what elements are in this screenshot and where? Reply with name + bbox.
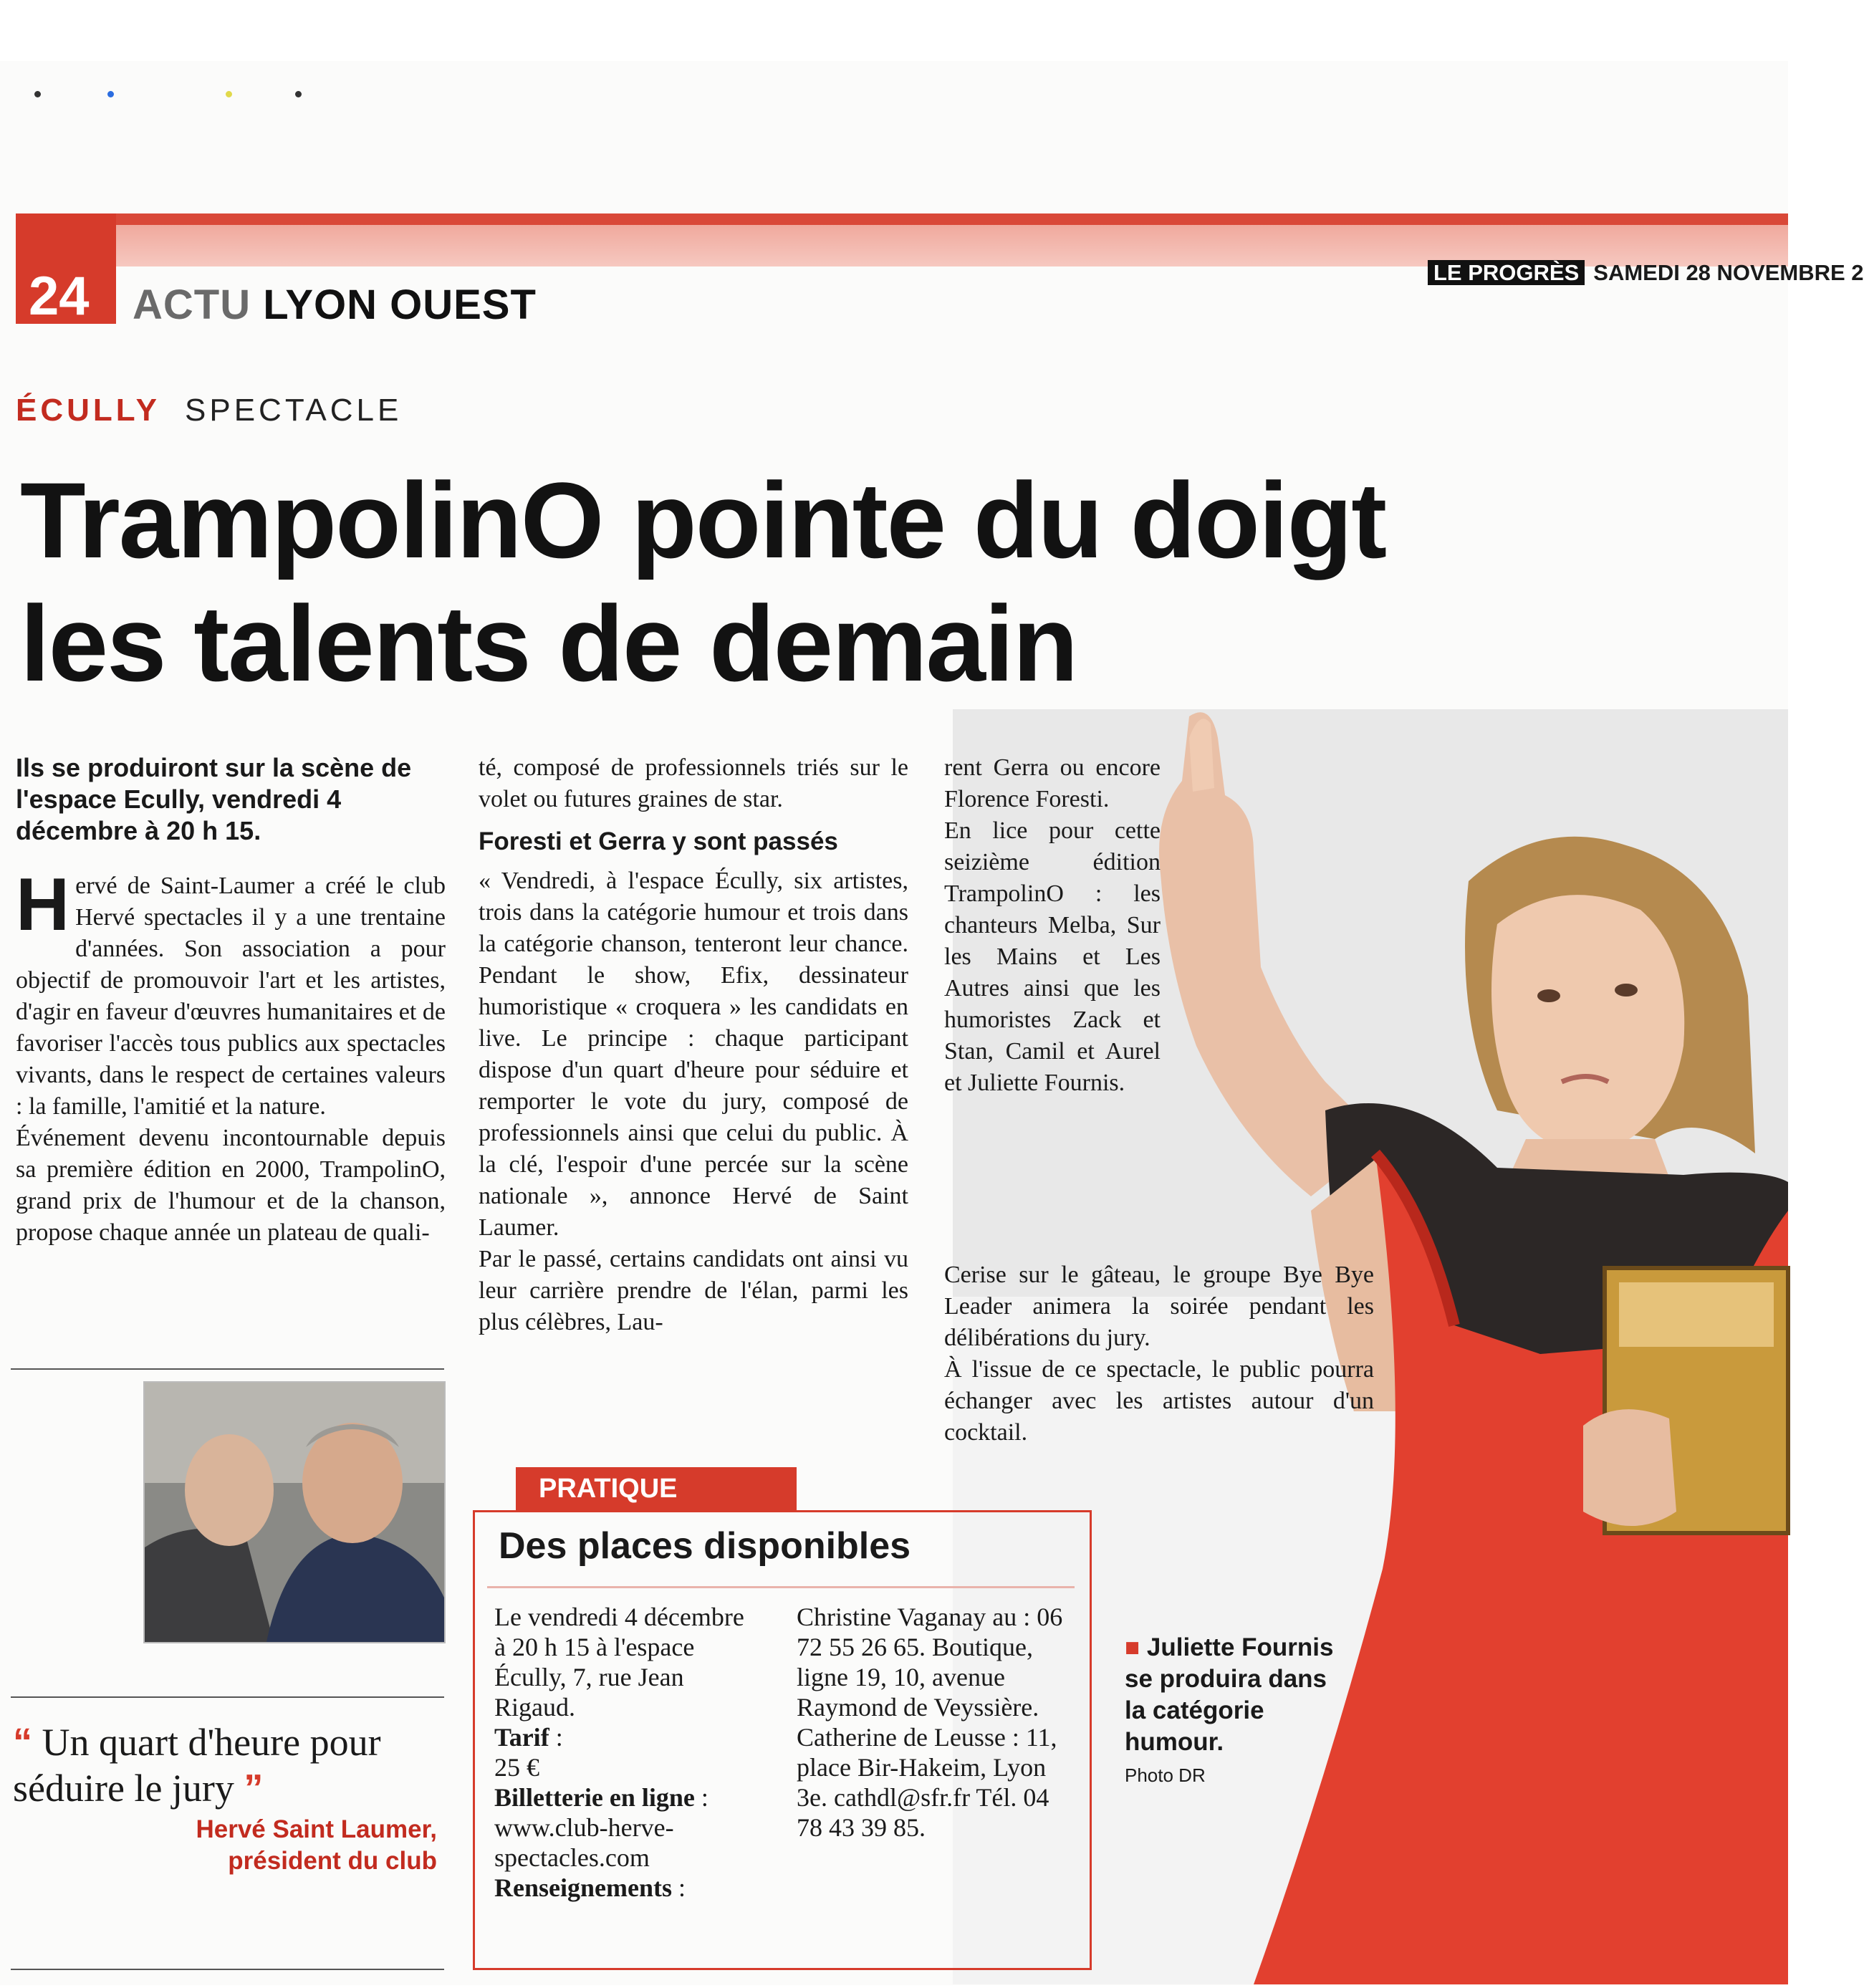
renseignements-label: Renseignements	[494, 1873, 672, 1902]
portrait-photo	[143, 1381, 446, 1643]
section-prefix: ACTU	[133, 282, 251, 328]
article-column-3	[944, 752, 1161, 1099]
print-mark	[107, 91, 114, 97]
billetterie-link: www.club-herve-spectacles.com	[494, 1813, 674, 1872]
info-box-tab: PRATIQUE	[516, 1467, 797, 1510]
quote-author: Hervé Saint Laumer, président du club	[196, 1815, 437, 1875]
page-number: 24	[29, 266, 90, 327]
section-name: LYON OUEST	[263, 282, 537, 328]
header-band	[16, 213, 1788, 266]
kicker-place: ÉCULLY	[16, 393, 160, 428]
article-column-2	[479, 752, 908, 1338]
headline	[20, 458, 1424, 705]
kicker-category: SPECTACLE	[185, 393, 403, 428]
info-box-right: Christine Vaganay au : 06 72 55 26 65. Boutique, ligne 19, 10, avenue Raymond de Veyssière. Catherine de Leusse : 11, place Bir-Hakeim, Lyon 3e. cathdl@sfr.fr Tél. 04 78 43 39 85.	[797, 1603, 1063, 1842]
paragraph: Par le passé, certains candidats ont ainsi vu leur carrière prendre de l'élan, parmi les plus célèbres, Lau-	[479, 1246, 908, 1335]
info-box-title: Des places disponibles	[499, 1525, 911, 1567]
paragraph: té, composé de professionnels triés sur le volet ou futures graines de star.	[479, 754, 908, 812]
print-mark	[34, 91, 41, 97]
headline-line-1: TrampolinO pointe du doigt	[20, 460, 1386, 580]
paragraph: Cerise sur le gâteau, le groupe Bye Bye Leader animera la soirée pendant les délibérations du jury.	[944, 1262, 1374, 1351]
photo-caption	[1125, 1632, 1340, 1791]
caption-bullet-icon: ■	[1125, 1633, 1140, 1661]
info-box-rule	[487, 1586, 1075, 1588]
close-quote-mark: ”	[244, 1767, 264, 1810]
info-box-left: Le vendredi 4 décembre à 20 h 15 à l'espace Écully, 7, rue Jean Rigaud. Tarif : 25 € Billetterie en ligne : www.club-herve-spectacles.com Renseignements :	[494, 1602, 759, 1903]
paragraph: rent Gerra ou encore Florence Foresti.	[944, 754, 1161, 812]
article-column-1	[16, 863, 446, 1249]
print-mark	[295, 91, 302, 97]
subheading: Foresti et Gerra y sont passés	[479, 827, 838, 855]
paragraph: À l'issue de ce spectacle, le public pourra échanger avec les artistes autour d'un cocktail.	[944, 1356, 1374, 1446]
paragraph: Événement devenu incontournable depuis sa première édition en 2000, TrampolinO, grand prix de l'humour et de la chanson, propose chaque année un plateau de quali-	[16, 1125, 446, 1246]
issue-date: SAMEDI 28 NOVEMBRE 2	[1593, 260, 1864, 285]
divider	[11, 1969, 444, 1970]
drop-cap: H	[16, 863, 70, 946]
print-mark	[226, 91, 232, 97]
divider	[11, 1696, 444, 1698]
open-quote-mark: “	[13, 1721, 32, 1764]
article-lead: Ils se produiront sur la scène de l'espace Ecully, vendredi 4 décembre à 20 h 15.	[16, 753, 412, 845]
masthead	[1428, 260, 1864, 286]
pull-quote	[13, 1719, 443, 1811]
article-column-3-cont	[944, 1259, 1374, 1449]
paragraph	[16, 863, 446, 1123]
newspaper-logo: LE PROGRÈS	[1428, 260, 1585, 285]
tarif-label: Tarif	[494, 1723, 549, 1752]
paragraph-text: ervé de Saint-Laumer a créé le club Hervé spectacles il y a une trentaine d'années. Son association a pour objectif de promouvoir l'art et les artistes, d'agir en faveur d'œuvres humanitaires et de favoriser l'accès tous publics aux spectacles vivants, dans le respect de certaines valeurs : la famille, l'amitié et la nature.	[16, 873, 446, 1120]
photo-credit: Photo DR	[1125, 1764, 1206, 1786]
paragraph: « Vendredi, à l'espace Écully, six artistes, trois dans la catégorie humour et trois dans la catégorie chanson, tenteront leur chance. Pendant le show, Efix, dessinateur humoristique « croquera » les candidats en live. Le principe : chaque participant dispose d'un quart d'heure pour séduire et remporter le vote du jury, composé de professionnels ainsi que celui du public. À la clé, l'espoir d'une percée sur la scène nationale », annonce Hervé de Saint Laumer.	[479, 868, 908, 1241]
divider	[11, 1368, 444, 1370]
pull-quote-text: Un quart d'heure pour séduire le jury	[13, 1721, 381, 1810]
paragraph: En lice pour cette seizième édition TrampolinO : les chanteurs Melba, Sur les Mains et Les Autres ainsi que les humoristes Zack et Stan, Camil et Aurel et Juliette Fournis.	[944, 817, 1161, 1096]
event-details: Le vendredi 4 décembre à 20 h 15 à l'espace Écully, 7, rue Jean Rigaud.	[494, 1603, 744, 1722]
tarif-value: 25 €	[494, 1753, 539, 1782]
billetterie-label: Billetterie en ligne	[494, 1783, 695, 1812]
caption-text: Juliette Fournis se produira dans la catégorie humour.	[1125, 1633, 1334, 1756]
headline-line-2: les talents de demain	[20, 583, 1077, 704]
section-title	[133, 281, 537, 329]
